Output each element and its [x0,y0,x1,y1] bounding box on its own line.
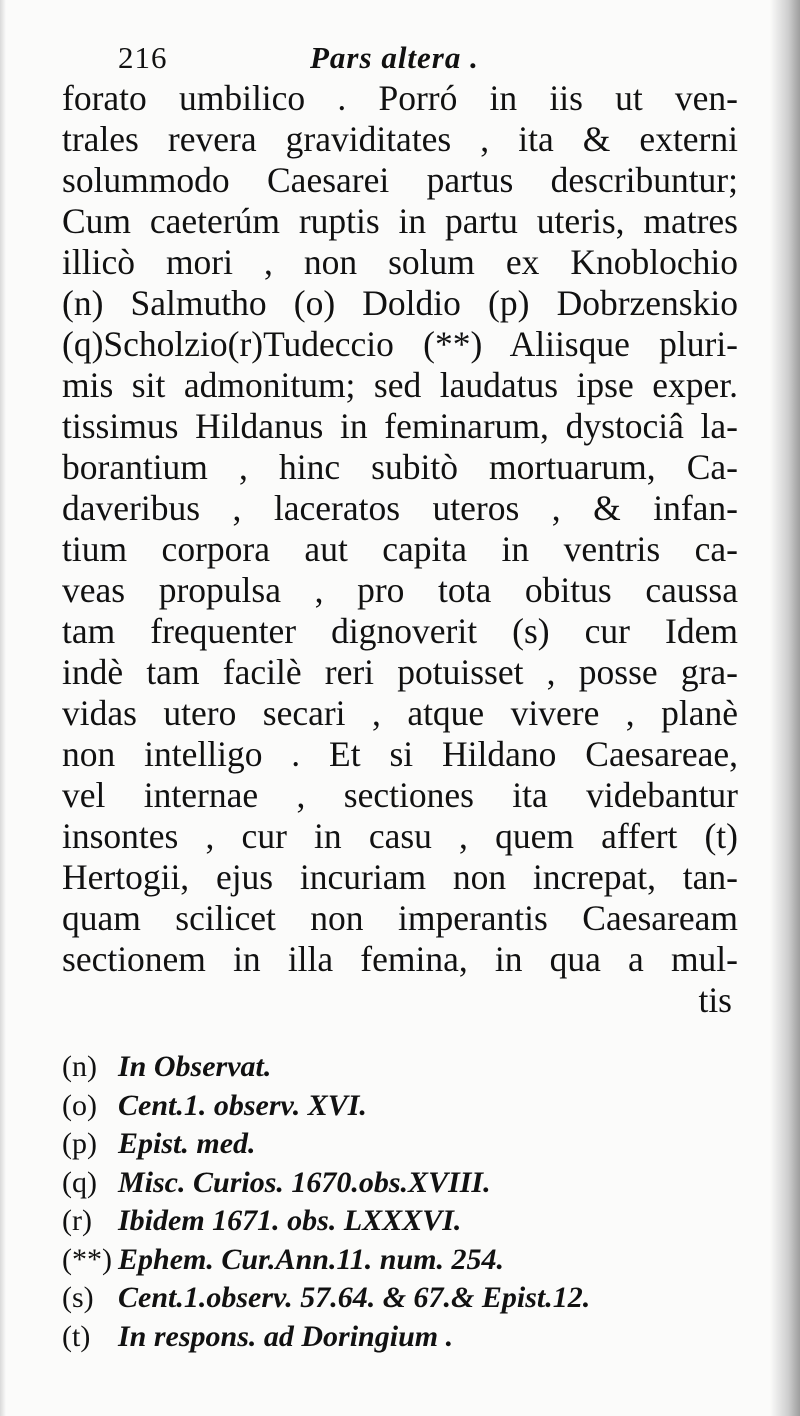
footnotes [62,1048,722,1356]
footnote-text: Misc. Curios. 1670.obs.XVIII. [118,1165,491,1199]
footnote-text: Ephem. Cur.Ann.11. num. 254. [118,1242,504,1276]
text-line: veas propulsa , pro tota obitus caussa [62,570,738,610]
text-line: (n) Salmutho (o) Doldio (p) Dobrzenskio [62,283,738,323]
text-line: insontes , cur in casu , quem affert (t) [62,816,738,856]
footnote-mark: (q) [62,1165,97,1199]
main-text [62,78,738,1021]
footnote [62,1164,722,1203]
text-line: sectionem in illa femina, in qua a mul- [62,939,738,979]
footnote-text: Cent.1. observ. XVI. [118,1088,367,1122]
text-line: trales revera graviditates , ita & externi [62,119,738,159]
text-line: tissimus Hildanus in feminarum, dystociâ la- [62,406,738,446]
page-number: 216 [118,40,168,75]
footnote-mark: (n) [62,1050,97,1083]
text-line: solummodo Caesarei partus describuntur; [62,160,738,200]
footnote-mark: (t) [62,1319,91,1353]
footnote [62,1048,722,1087]
footnote [62,1318,722,1357]
text-line: tium corpora aut capita in ventris ca- [62,529,738,569]
text-line: Hertogii, ejus incuriam non increpat, tan- [62,857,738,897]
text-line: quam scilicet non imperantis Caesaream [62,898,738,938]
text-line: illicò mori , non solum ex Knoblochio [62,242,738,282]
footnote [62,1087,722,1126]
catchword: tis [698,980,732,1020]
page-left-edge [0,0,6,1416]
text-line: vidas utero secari , atque vivere , planè [62,693,738,733]
footnote-mark: (p) [62,1127,97,1160]
text-line: Cum caeterúm ruptis in partu uteris, matres [62,201,738,241]
footnote-text: In respons. ad Doringium . [118,1319,454,1353]
text-line: tam frequenter dignoverit (s) cur Idem [62,611,738,651]
footnote [62,1279,722,1318]
running-title: Pars altera . [310,40,479,75]
binding-shadow [770,0,800,1416]
text-line: non intelligo . Et si Hildano Caesareae, [62,734,738,774]
text-line: (q)Scholzio(r)Tudeccio (**) Aliisque pluri- [62,324,738,364]
footnote-text: Epist. med. [118,1127,256,1160]
text-line: vel internae , sectiones ita videbantur [62,775,738,815]
footnote-mark: (o) [62,1088,97,1122]
footnote-text: In Observat. [118,1050,272,1083]
text-line: forato umbilico . Porró in iis ut ven- [62,78,738,118]
text-line: indè tam facilè reri potuisset , posse gra- [62,652,738,692]
footnote-mark: (r) [62,1204,92,1237]
footnote [62,1202,722,1241]
text-line: mis sit admonitum; sed laudatus ipse exper. [62,365,738,405]
footnote-mark: (**) [62,1242,112,1276]
text-line: daveribus , laceratos uteros , & infan- [62,488,738,528]
footnote-text: Ibidem 1671. obs. LXXXVI. [118,1204,462,1237]
text-line: borantium , hinc subitò mortuarum, Ca- [62,447,738,487]
footnote-mark: (s) [62,1281,94,1314]
footnote [62,1241,722,1280]
footnote [62,1125,722,1164]
footnote-text: Cent.1.observ. 57.64. & 67.& Epist.12. [118,1281,591,1314]
